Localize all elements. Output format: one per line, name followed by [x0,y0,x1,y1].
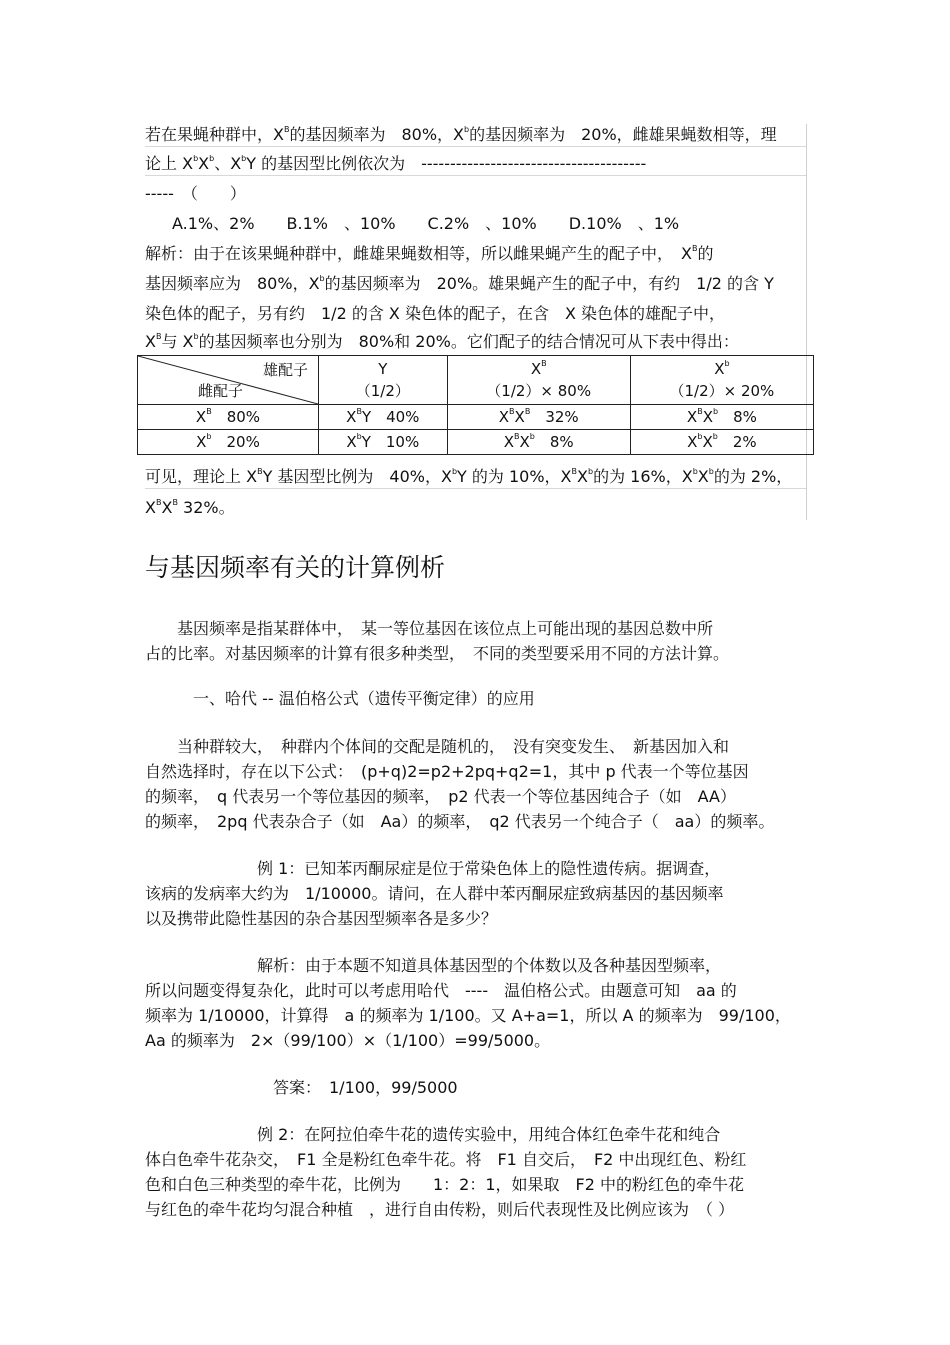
question-line-2: 论上 $X^bX^b$、$X^bY$ 的基因型比例依次为 --------------------------------------- [145,153,806,176]
header-col-xb-recessive: $X^b$ （1/2）× 20% [630,356,813,405]
formula-para-line-3: 的频率， q 代表另一个等位基因的频率， p2 代表一个等位基因纯合子（如 AA） [145,787,737,806]
conclusion-line-1: 可见，理论上 $X^BY$ 基因型比例为 40%，$X^bY$ 的为 10%，$X^BX^b$的为 16%，$X^bX^b$的为 2%， [145,466,806,489]
row-header: $X^B$ 80% [138,405,319,430]
gamete-table [137,355,814,455]
example-2-line-3: 色和白色三种类型的牵牛花，比例为 1：2：1，如果取 F2 中的粉红色的牵牛花 [145,1175,745,1194]
table-cell: $X^bX^b$ 2% [630,430,813,455]
analysis-line-3: 染色体的配子，另有约 1/2 的含 X 染色体的配子，在含 X 染色体的雄配子中， [145,304,726,323]
table-row [138,430,814,455]
formula-para-line-2: 自然选择时，存在以下公式： (p+q)2=p2+2pq+q2=1，其中 p 代表一个等位基因 [145,762,749,781]
female-gamete-label: 雌配子 [198,382,244,400]
diagonal-header-cell [138,356,319,405]
frame-right-border [806,124,807,520]
formula-para-line-4: 的频率， 2pq 代表杂合子（如 Aa）的频率， q2 代表另一个纯合子（ aa）的频率。 [145,812,775,831]
question-line-1: 若在果蝇种群中，$X^B$的基因频率为 80%，$X^b$的基因频率为 20%，雌雄果蝇数相等，理 [145,124,806,147]
article-title: 与基因频率有关的计算例析 [145,553,446,582]
analysis-line-2: 基因频率应为 80%，$X^b$的基因频率为 20%。雄果蝇产生的配子中，有约 1/2 的含 Y [145,274,774,293]
table-cell: $X^bY$ 10% [319,430,448,455]
example-1-line-3: 以及携带此隐性基因的杂合基因型频率各是多少？ [145,909,498,928]
example-2-line-1: 例 2：在阿拉伯牵牛花的遗传实验中，用纯合体红色牵牛花和纯合 [145,1125,721,1144]
intro-line-1: 基因频率是指某群体中， 某一等位基因在该位点上可能出现的基因总数中所 [145,619,714,638]
analysis-1-line-1: 解析：由于本题不知道具体基因型的个体数以及各种基因型频率， [145,956,722,975]
analysis-line-4: $X^B$与 $X^b$的基因频率也分别为 80%和 20%。它们配子的结合情况可从下表中得出： [145,332,739,351]
table-cell: $X^BY$ 40% [319,405,448,430]
male-gamete-label: 雄配子 [262,361,308,379]
table-cell: $X^BX^B$ 32% [447,405,630,430]
table-cell: $X^BX^b$ 8% [447,430,630,455]
analysis-1-line-4: Aa 的频率为 2×（99/100）×（1/100）=99/5000。 [145,1031,551,1050]
table-header-row [138,356,814,405]
header-col-y: Y （1/2） [319,356,448,405]
analysis-line-1: 解析：由于在该果蝇种群中，雌雄果蝇数相等，所以雌果蝇产生的配子中， $X^B$的 [145,244,714,263]
row-header: $X^b$ 20% [138,430,319,455]
question-line-3: ----- （ ） [145,184,246,203]
analysis-1-line-2: 所以问题变得复杂化，此时可以考虑用哈代 ---- 温伯格公式。由题意可知 aa 的 [145,981,737,1000]
example-1-line-2: 该病的发病率大约为 1/10000。请问，在人群中苯丙酮尿症致病基因的基因频率 [145,884,724,903]
table-row [138,405,814,430]
example-2-line-4: 与红色的牵牛花均匀混合种植 ，进行自由传粉，则后代表现性及比例应该为 （ ） [145,1200,735,1219]
formula-para-line-1: 当种群较大， 种群内个体间的交配是随机的， 没有突变发生、 新基因加入和 [145,737,730,756]
analysis-1-line-3: 频率为 1/10000，计算得 a 的频率为 1/100。又 A+a=1，所以 A 的频率为 99/100， [145,1006,791,1025]
header-col-xb-dominant: $X^B$ （1/2）× 80% [447,356,630,405]
answer-options: A.1%、2% B.1% 、10% C.2% 、10% D.10% 、1% [172,214,680,233]
example-1-line-1: 例 1：已知苯丙酮尿症是位于常染色体上的隐性遗传病。据调查， [145,859,721,878]
section-heading-1: 一、哈代 -- 温伯格公式（遗传平衡定律）的应用 [145,689,535,708]
table-cell: $X^BX^b$ 8% [630,405,813,430]
intro-line-2: 占的比率。对基因频率的计算有很多种类型， 不同的类型要采用不同的方法计算。 [145,644,730,663]
conclusion-line-2: $X^BX^B$ 32%。 [145,498,235,517]
example-2-line-2: 体白色牵牛花杂交， F1 全是粉红色牵牛花。将 F1 自交后， F2 中出现红色、粉红 [145,1150,747,1169]
answer-1: 答案： 1/100，99/5000 [145,1078,458,1097]
